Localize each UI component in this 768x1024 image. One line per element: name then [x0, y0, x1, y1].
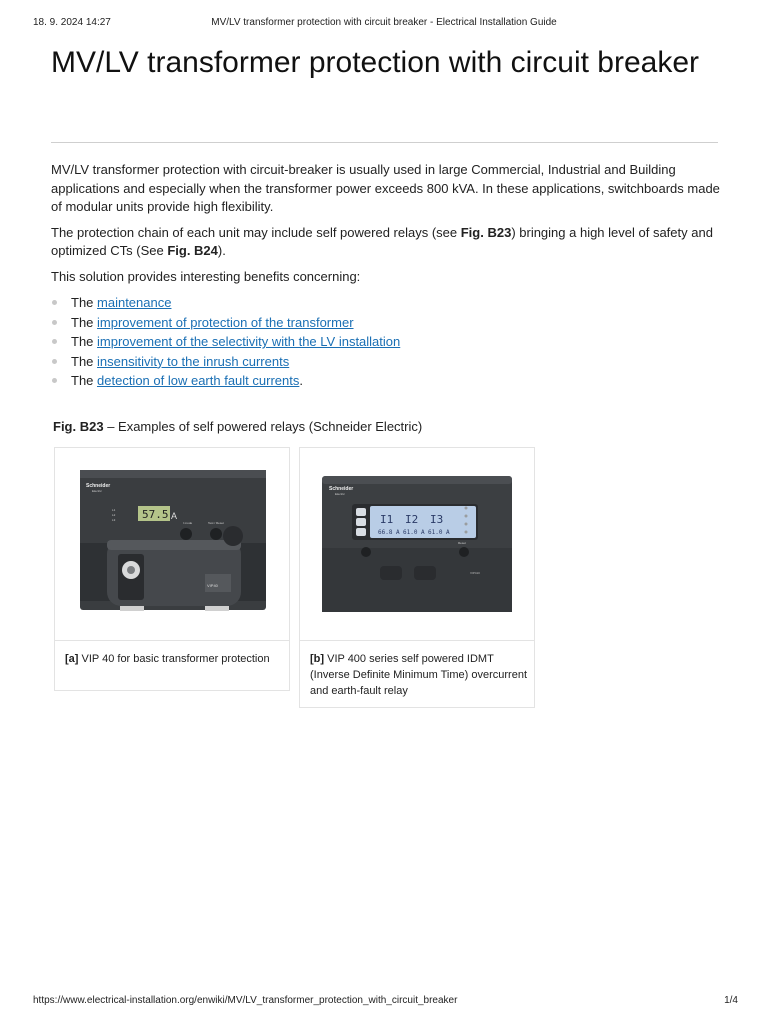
vip40-ind-l1: L1 [112, 508, 116, 512]
benefits-list [51, 293, 723, 391]
paragraph-intro: MV/LV transformer protection with circuit-breaker is usually used in large Commercial, Industrial and Building applications and especially when the transformer power exceeds 800 kVA. In these applications, switchboards made of modular units provide high flexibility. [51, 162, 720, 214]
vip400-model: VIP410 [470, 571, 480, 575]
paragraph-protection-chain: The protection chain of each unit may include self powered relays (see Fig. B23) bringing a high level of safety and optimized CTs (See Fig. B24). [51, 224, 713, 258]
link-maintenance[interactable]: maintenance [97, 295, 172, 310]
link-earth-fault-detection[interactable]: detection of low earth fault currents [97, 373, 300, 388]
list-item: The improvement of protection of the transformer [51, 313, 723, 333]
vip400-brand: Schneider [329, 486, 354, 492]
link-inrush-insensitivity[interactable]: insensitivity to the inrush currents [97, 353, 290, 369]
vip400-lcd-v1: 66.8 A [378, 529, 400, 536]
fig-ref-b23: Fig. B23 [460, 224, 512, 240]
title-divider [51, 142, 718, 143]
figure-card-vip400 [299, 447, 535, 708]
print-header [0, 17, 768, 31]
vip400-lcd-i1: I1 [380, 513, 394, 526]
link-improvement-protection[interactable]: improvement of protection of the transformer [97, 314, 354, 330]
list-item: The insensitivity to the inrush currents [51, 352, 723, 372]
paragraph-benefits-intro: This solution provides interesting benefits concerning: [51, 268, 361, 284]
vip40-btn-test: Test / Reset [208, 521, 224, 525]
vip40-brand: Schneider [86, 483, 111, 489]
vip40-btn-mode: I mode [183, 521, 193, 525]
vip40-ind-l3: L3 [112, 518, 116, 522]
vip40-ind-l2: L2 [112, 513, 116, 517]
caption-tag-a: [a] [65, 653, 79, 665]
article-body [51, 161, 723, 391]
vip40-lcd-unit: A [171, 511, 178, 521]
figure-caption: Fig. B23 – Examples of self powered relays (Schneider Electric) [53, 419, 423, 434]
bullet-icon [52, 378, 57, 383]
vip40-relay-illustration [55, 448, 289, 641]
vip40-brand-sub: Electric [92, 489, 102, 493]
vip400-lcd-v3: 61.0 A [428, 529, 450, 536]
vip400-lcd-i2: I2 [405, 513, 419, 526]
vip40-photo [55, 448, 289, 641]
fig-ref-b24: Fig. B24 [167, 243, 218, 258]
print-doc-title: MV/LV transformer protection with circuit breaker - Electrical Installation Guide [211, 17, 557, 28]
print-footer [0, 995, 768, 1009]
vip400-photo [300, 448, 534, 641]
caption-tag-b: [b] [310, 653, 325, 665]
bullet-icon [52, 339, 57, 344]
list-item: The maintenance [51, 293, 723, 313]
list-item: The improvement of the selectivity with the LV installation [51, 332, 723, 352]
page-number: 1/4 [724, 995, 738, 1006]
print-date: 18. 9. 2024 14:27 [33, 17, 111, 28]
vip40-model: VIP40 [207, 583, 218, 588]
caption-vip400: [b] VIP 400 series self powered IDMT (Inverse Definite Minimum Time) overcurrent and earth-fault relay [310, 653, 528, 697]
print-url: https://www.electrical-installation.org/enwiki/MV/LV_transformer_protection_with_circuit_breaker [33, 995, 458, 1006]
list-item: The detection of low earth fault currents. [51, 371, 723, 391]
page-title: MV/LV transformer protection with circuit breaker [51, 46, 700, 79]
vip40-lcd-value: 57.5 [142, 508, 169, 521]
caption-vip40: [a] VIP 40 for basic transformer protection [65, 653, 270, 665]
bullet-icon [52, 320, 57, 325]
vip400-reset-label: Reset [458, 541, 466, 545]
bullet-icon [52, 359, 57, 364]
vip400-lcd-i3: I3 [430, 513, 444, 526]
bullet-icon [52, 300, 57, 305]
vip400-brand-sub: Electric [335, 492, 345, 496]
figure-card-vip40 [54, 447, 290, 691]
vip400-lcd-v2: 61.0 A [403, 529, 425, 536]
figure-label: Fig. B23 [53, 419, 104, 434]
link-improvement-selectivity[interactable]: improvement of the selectivity with the LV installation [97, 334, 401, 349]
vip400-relay-illustration [300, 448, 534, 641]
